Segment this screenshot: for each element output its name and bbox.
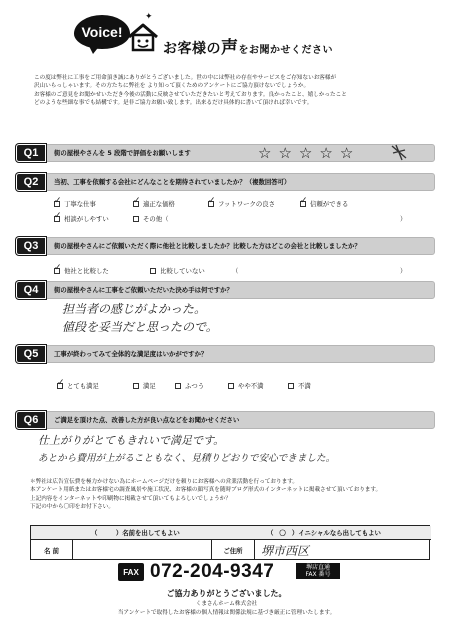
question-6-text: ご満足を頂けた点、改善した方が良い点などをお聞かせください [54, 416, 240, 424]
star-icon[interactable]: ☆ [258, 144, 279, 162]
contact-form [30, 525, 430, 560]
answer-4-line-1: 担当者の感じがよかった。 [62, 302, 207, 316]
star-scribble-mark [388, 141, 410, 163]
question-6-bar [15, 411, 435, 429]
radio[interactable] [288, 383, 294, 389]
option-trustworthy[interactable]: ✓ 信頼ができる [300, 199, 348, 208]
option-satisfied[interactable]: 満足 [133, 381, 156, 390]
consent-row [31, 526, 431, 540]
radio[interactable] [133, 383, 139, 389]
question-2-bar [15, 173, 435, 191]
checkbox[interactable] [133, 201, 139, 207]
question-5-bar [15, 345, 435, 363]
radio[interactable] [228, 383, 234, 389]
checkbox[interactable] [54, 268, 60, 274]
fax-number: 072-204-9347 [150, 561, 275, 582]
question-2-text: 当初、工事を依頼する会社にどんなことを期待されていましたか？（複数回答可） [54, 178, 291, 186]
consent-option-initials[interactable]: （ 〇 ）イニシャルなら出してもよい [267, 529, 381, 537]
page-title: お客様の声をお聞かせください [163, 38, 333, 58]
checkbox[interactable] [300, 201, 306, 207]
option-slightly-dissatisfied[interactable]: やや不満 [228, 381, 264, 390]
option-very-satisfied[interactable]: ✓ とても満足 [57, 381, 99, 390]
question-6-tag: Q6 [16, 411, 46, 429]
question-1-bar [15, 144, 435, 162]
house-smile-icon [126, 22, 160, 52]
star-icon[interactable]: ☆ [278, 144, 299, 162]
question-1-text: 街の屋根やさんを 5 段階で評価をお願いします [54, 149, 191, 157]
question-2-tag: Q2 [16, 173, 46, 191]
radio[interactable] [175, 383, 181, 389]
consent-notes: ＊弊社は広告宣伝費を極力かけない為にホームページだけを頼りにお客様への営業活動を行っております。 本アンケート用紙またはお客様宅の調査風景や施工状況、お客様の顔写真を随時ブログ形式のインターネットに掲載させて頂いております。 上記内容をインターネットや印刷物に掲載させて頂いてもよろしいでしょうか？ 下記の中から〇印をお付下さい。 [30, 479, 382, 511]
checkbox[interactable] [54, 201, 60, 207]
question-1-tag: Q1 [16, 144, 46, 162]
name-field[interactable] [73, 540, 211, 560]
rating-stars[interactable] [258, 144, 360, 162]
checkbox[interactable] [150, 268, 156, 274]
question-3-bar [15, 237, 435, 255]
question-3-tag: Q3 [16, 237, 46, 255]
question-4-text: 街の屋根やさんに工事をご依頼いただいた決め手は何ですか？ [54, 286, 233, 294]
star-icon[interactable]: ☆ [319, 144, 340, 162]
voice-logo [74, 15, 130, 49]
option-careful-work[interactable]: ✓ 丁寧な仕事 [54, 199, 96, 208]
answer-6-line-2: あとから費用が上がることもなく、見積りどおりで安心できました。 [38, 453, 336, 464]
compared-company-open-paren: （ [232, 267, 239, 275]
consent-option-full-name[interactable]: （ ）名前を出してもよい [91, 529, 180, 537]
company-name: くまさんホーム株式会社 [195, 601, 258, 607]
intro-text: この度は弊社に工事をご用命頂き誠にありがとうございました。世の中には弊社の存在やサービスをご存知ないお客様が 沢山いらっしゃいます。その方たちに弊社を より知って頂くためのアンケートにご協力頂けないでしょうか。 お客様のご意見をお聞かせいただき今後の活動に反映させていただきたいと考えております。良かったこと、嬉しかったこと どのような些細な事でも結構です。是非ご協力お願い致します。出来るだけ具体的に書いて頂ければ幸いです。 [34, 75, 347, 107]
option-compared[interactable]: ✓ 他社と比較した [54, 266, 109, 275]
question-5-text: 工事が終わってみて全体的な満足度はいかがですか？ [54, 350, 208, 358]
fax-label: 堺店直通 FAX 番号 [296, 563, 340, 579]
question-3-text: 街の屋根やさんにご依頼いただく際に他社と比較しましたか？比較した方はどこの会社と比較しましたか？ [54, 242, 361, 250]
fax-icon: FAX [118, 563, 144, 581]
voice-logo-tail [88, 44, 101, 54]
question-4-tag: Q4 [16, 281, 46, 299]
voice-logo-text: Voice! [81, 24, 123, 40]
option-footwork[interactable]: ✓ フットワークの良さ [208, 199, 275, 208]
checkbox[interactable] [208, 201, 214, 207]
sparkle-icon: ✦ [145, 12, 153, 22]
privacy-notice: 当アンケートで取得したお客様の個人情報は関係法規に基づき厳正に管理いたします。 [117, 610, 336, 616]
address-label: ご住所 [211, 540, 255, 560]
question-4-bar [15, 281, 435, 299]
checkbox[interactable] [133, 216, 139, 222]
radio[interactable] [57, 383, 63, 389]
option-fair-price[interactable]: ✓ 適正な価格 [133, 199, 175, 208]
name-label: 名 前 [31, 540, 73, 560]
answer-6-line-1: 仕上がりがとてもきれいで満足です。 [38, 434, 225, 447]
option-easy-to-consult[interactable]: ✓ 相談がしやすい [54, 214, 109, 223]
option-neutral[interactable]: ふつう [175, 381, 204, 390]
option-dissatisfied[interactable]: 不満 [288, 381, 311, 390]
thanks-text: ご協力ありがとうございました。 [166, 589, 287, 598]
address-field[interactable]: 堺市西区 [261, 544, 310, 558]
checkbox[interactable] [54, 216, 60, 222]
option-not-compared[interactable]: 比較していない [150, 266, 205, 275]
answer-4-line-2: 値段を妥当だと思ったので。 [62, 320, 218, 334]
option-other-close-paren: ） [400, 215, 407, 223]
question-5-tag: Q5 [16, 345, 46, 363]
star-icon-selected[interactable]: ☆ [339, 144, 361, 162]
compared-company-close-paren: ） [400, 267, 407, 275]
option-other[interactable]: その他（ [133, 214, 169, 223]
star-icon[interactable]: ☆ [298, 144, 320, 162]
